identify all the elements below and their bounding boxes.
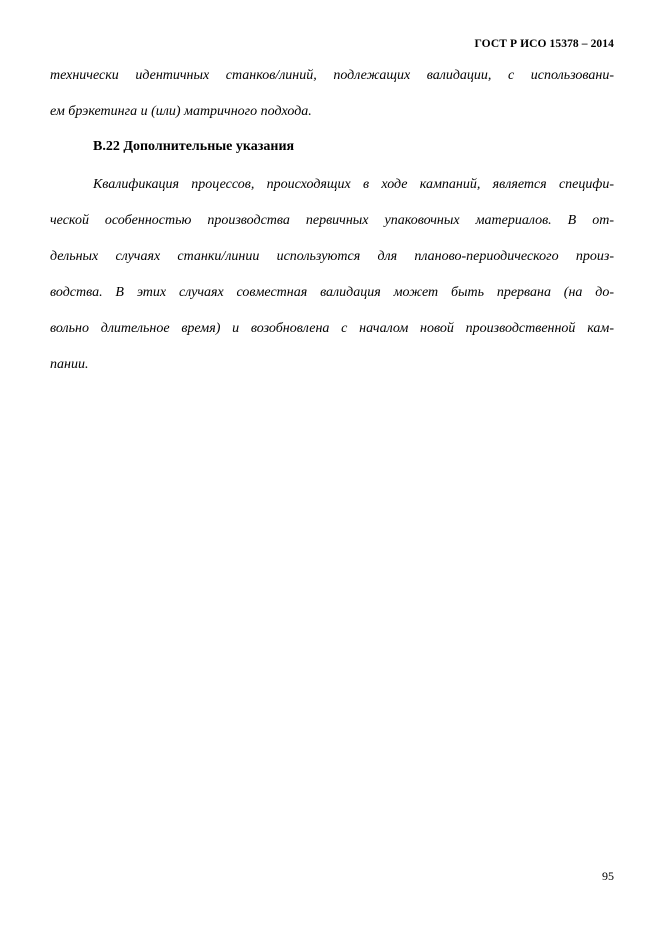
body-text-line: водства. В этих случаях совместная валидация может быть прервана (на до- xyxy=(50,285,614,300)
body-text-line: ем брэкетинга и (или) матричного подхода. xyxy=(50,104,312,119)
body-text-line: технически идентичных станков/линий, подлежащих валидации, с использовани- xyxy=(50,68,614,83)
body-text-line: вольно длительное время) и возобновлена с началом новой производственной кам- xyxy=(50,321,614,336)
page-number: 95 xyxy=(602,869,614,883)
section-heading: В.22 Дополнительные указания xyxy=(93,139,295,154)
standard-code-header: ГОСТ Р ИСО 15378 – 2014 xyxy=(474,38,614,50)
body-text-line: дельных случаях станки/линии используются для планово-периодического произ- xyxy=(50,249,614,264)
body-text-line: ческой особенностью производства первичных упаковочных материалов. В от- xyxy=(50,213,614,228)
body-text-line: Квалификация процессов, происходящих в ходе кампаний, является специфи- xyxy=(93,177,614,192)
body-text-line: пании. xyxy=(50,357,89,372)
